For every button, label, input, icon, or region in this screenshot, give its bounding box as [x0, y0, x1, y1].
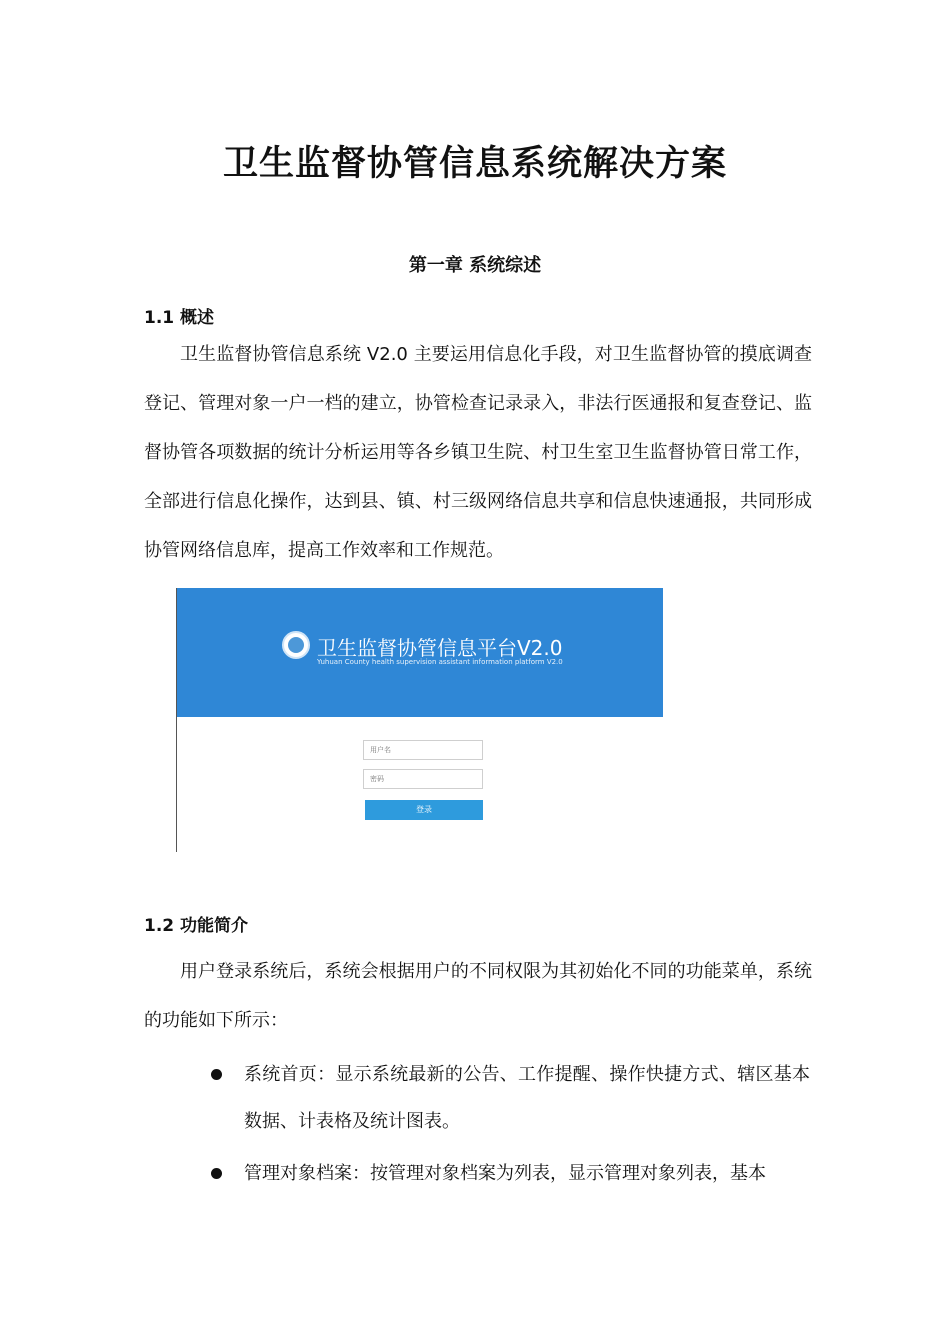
login-screenshot-figure — [176, 588, 663, 852]
emblem-icon — [282, 631, 310, 659]
chapter-title: 第一章 系统综述 — [408, 255, 542, 276]
overview-paragraph: 卫生监督协管信息系统 V2.0 主要运用信息化手段，对卫生监督协管的摸底调查登记、管理对象一户一档的建立，协管检查记录录入，非法行医通报和复查登记、监督协管各项数据的统计分析运用等各乡镇卫生院、村卫生室卫生监督协管日常工作，全部进行信息化操作，达到县、镇、村三级网络信息共享和信息快速通报，共同形成协管网络信息库，提高工作效率和工作规范。 — [144, 344, 812, 561]
platform-title: 卫生监督协管信息平台V2.0 — [317, 636, 563, 660]
login-button[interactable]: 登录 — [365, 800, 483, 820]
feature-list-item: 系统首页：显示系统最新的公告、工作提醒、操作快捷方式、辖区基本数据、计表格及统计图表。 — [244, 1064, 810, 1132]
platform-subtitle: Yuhuan County health supervision assistant information platform V2.0 — [317, 658, 563, 666]
platform-banner — [177, 588, 663, 717]
password-input[interactable] — [363, 769, 483, 789]
section-heading-overview: 1.1 概述 — [144, 308, 215, 328]
bullet-icon — [211, 1168, 222, 1179]
bullet-icon — [211, 1069, 222, 1080]
feature-list-item: 管理对象档案：按管理对象档案为列表，显示管理对象列表，基本 — [244, 1163, 766, 1184]
section-heading-features: 1.2 功能简介 — [144, 916, 249, 936]
features-intro-paragraph: 用户登录系统后，系统会根据用户的不同权限为其初始化不同的功能菜单，系统的功能如下所示： — [144, 961, 812, 1031]
username-input[interactable] — [363, 740, 483, 760]
document-title: 卫生监督协管信息系统解决方案 — [222, 144, 727, 184]
